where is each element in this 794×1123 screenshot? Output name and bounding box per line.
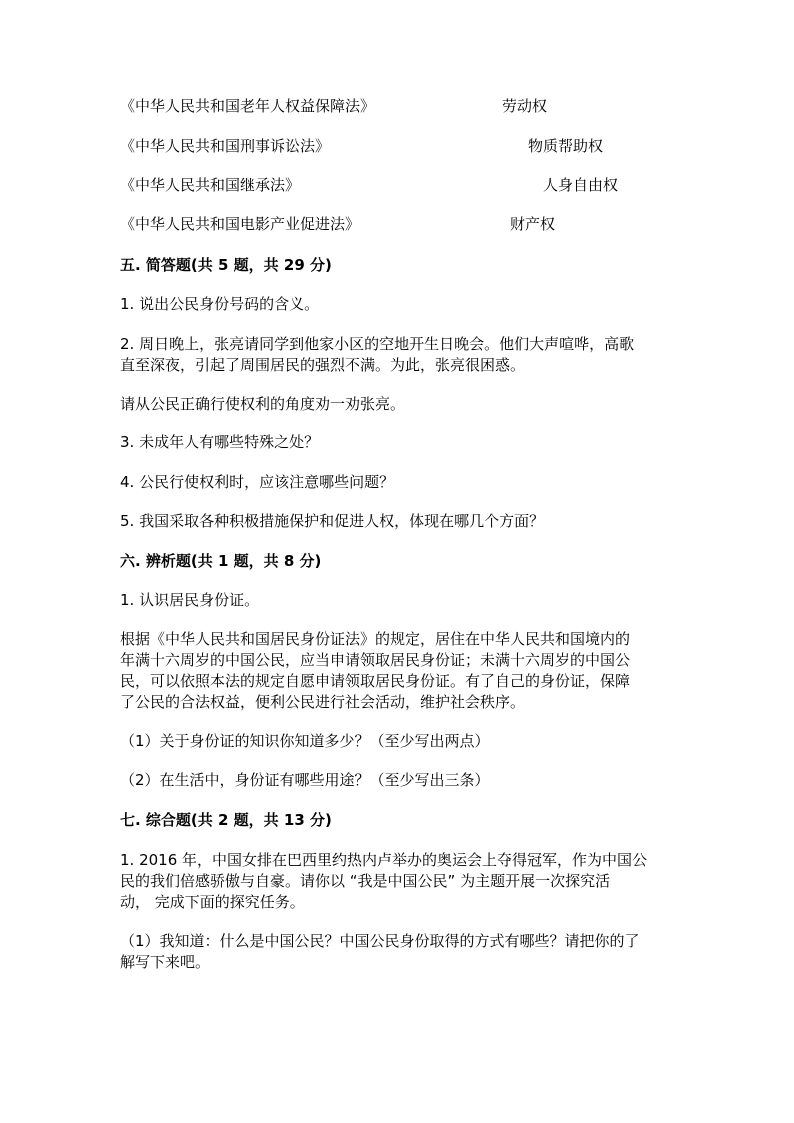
section5-title: 五. 简答题(共 5 题，共 29 分) bbox=[120, 256, 332, 274]
section5-q2 bbox=[120, 334, 680, 376]
section5-q2-ask: 请从公民正确行使权利的角度劝一劝张亮。 bbox=[120, 395, 406, 413]
section5-q2-line1: 2. 周日晚上，张亮请同学到他家小区的空地开生日晚会。他们大声喧哗，高歌 bbox=[120, 335, 635, 353]
section7-q1 bbox=[120, 850, 680, 913]
section6-passage-line3: 民，可以依照本法的规定自愿申请领取居民身份证。有了自己的身份证，保障 bbox=[120, 672, 631, 690]
section7-q1-line2: 民的我们倍感骄傲与自豪。请你以 “我是中国公民” 为主题开展一次探究活 bbox=[120, 872, 611, 890]
law-item-4: 《中华人民共和国电影产业促进法》 bbox=[120, 215, 361, 233]
law-item-2: 《中华人民共和国刑事诉讼法》 bbox=[120, 137, 331, 155]
law-item-1: 《中华人民共和国老年人权益保障法》 bbox=[120, 97, 376, 115]
right-item-1: 劳动权 bbox=[502, 97, 548, 115]
section5-q3: 3. 未成年人有哪些特殊之处？ bbox=[120, 433, 320, 451]
section5-q2-line2: 直至深夜，引起了周围居民的强烈不满。为此，张亮很困惑。 bbox=[120, 356, 526, 374]
section6-title: 六. 辨析题(共 1 题，共 8 分) bbox=[120, 552, 322, 570]
law-item-3: 《中华人民共和国继承法》 bbox=[120, 176, 301, 194]
section6-passage-line4: 了公民的合法权益，便利公民进行社会活动，维护社会秩序。 bbox=[120, 693, 526, 711]
section5-q4: 4. 公民行使权利时，应该注意哪些问题？ bbox=[120, 473, 395, 491]
section6-q1: 1. 认识居民身份证。 bbox=[120, 591, 260, 609]
right-item-4: 财产权 bbox=[510, 215, 556, 233]
right-item-2: 物质帮助权 bbox=[528, 137, 604, 155]
section7-q1-line1: 1. 2016 年，中国女排在巴西里约热内卢举办的奥运会上夺得冠军，作为中国公 bbox=[120, 851, 648, 869]
section7-sub1 bbox=[120, 931, 680, 973]
section5-q1: 1. 说出公民身份号码的含义。 bbox=[120, 295, 320, 313]
section6-passage-line1: 根据《中华人民共和国居民身份证法》的规定，居住在中华人民共和国境内的 bbox=[120, 630, 631, 648]
section7-sub1-line2: 解写下来吧。 bbox=[120, 953, 211, 971]
section5-q5: 5. 我国采取各种积极措施保护和促进人权，体现在哪几个方面？ bbox=[120, 512, 545, 530]
section7-q1-line3: 动， 完成下面的探究任务。 bbox=[120, 893, 305, 911]
section6-sub1: （1）关于身份证的知识你知道多少？（至少写出两点） bbox=[120, 732, 490, 750]
section7-sub1-line1: （1）我知道：什么是中国公民？中国公民身份取得的方式有哪些？请把你的了 bbox=[120, 932, 640, 950]
section6-passage bbox=[120, 629, 680, 713]
right-item-3: 人身自由权 bbox=[543, 176, 619, 194]
section6-passage-line2: 年满十六周岁的中国公民，应当申请领取居民身份证；未满十六周岁的中国公 bbox=[120, 651, 631, 669]
section6-sub2: （2）在生活中，身份证有哪些用途？（至少写出三条） bbox=[120, 771, 490, 789]
section7-title: 七. 综合题(共 2 题，共 13 分) bbox=[120, 811, 332, 829]
